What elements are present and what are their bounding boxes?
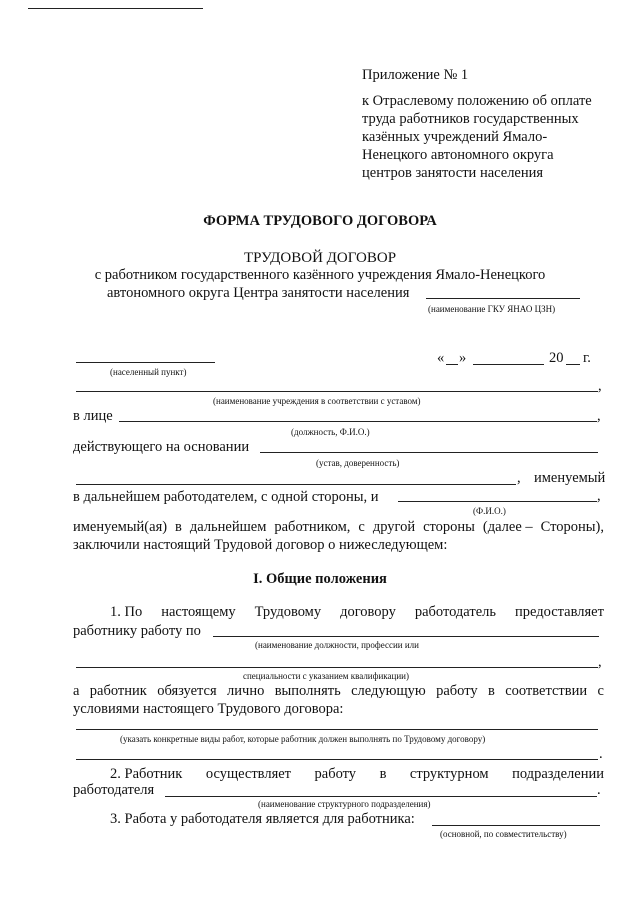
appendix-line-3: казённых учреждений Ямало- [362, 129, 548, 145]
hint-institution: (наименование учреждения в соответствии с уставом) [213, 396, 421, 406]
hint-charter: (устав, доверенность) [316, 458, 400, 468]
form-title: ФОРМА ТРУДОВОГО ДОГОВОРА [203, 213, 437, 229]
concluded-line: заключили настоящий Трудовой договор о нижеследующем: [73, 537, 448, 553]
date-close-quote: » [459, 350, 467, 366]
in-person-comma: , [597, 408, 601, 424]
appendix-line-4: Ненецкого автономного округа [362, 147, 554, 163]
employer-line: в дальнейшем работодателем, с одной стороны, и [73, 489, 379, 505]
p3-line: 3. Работа у работодателя является для работника: [110, 811, 415, 827]
hint-position-prof: (наименование должности, профессии или [255, 640, 419, 650]
named-comma: , [517, 470, 521, 486]
date-month-field[interactable] [473, 364, 544, 365]
works-field-2[interactable] [76, 759, 598, 760]
p1-line-1: 1. По настоящему Трудовому договору работодатель предоставляет [110, 604, 604, 620]
contract-subtitle-1: с работником государственного казённого учреждения Ямало-Ненецкого [94, 267, 546, 283]
works-field[interactable] [76, 729, 598, 730]
hint-place: (населенный пункт) [110, 367, 187, 377]
p2-line-2: работодателя [73, 782, 155, 798]
institution-comma: , [598, 378, 602, 394]
employee-line: именуемый(ая) в дальнейшем работником, с другой стороны (далее – Стороны), [73, 519, 604, 535]
date-year-field[interactable] [566, 364, 580, 365]
hint-fio: (Ф.И.О.) [473, 506, 506, 516]
place-field[interactable] [76, 362, 215, 363]
specialty-comma: , [598, 654, 602, 670]
work-type-field[interactable] [432, 825, 600, 826]
date-day-field[interactable] [446, 364, 458, 365]
charter-field[interactable] [260, 452, 598, 453]
appendix-line-2: труда работников государственных [362, 111, 579, 127]
hint-works: (указать конкретные виды работ, которые работник должен выполнять по Трудовому договору) [120, 734, 486, 744]
hint-main: (основной, по совместительству) [440, 829, 567, 839]
date-year-prefix: 20 [549, 350, 564, 366]
date-year-suffix: г. [583, 350, 591, 366]
acting-basis-label: действующего на основании [73, 439, 250, 455]
employer-comma: , [597, 488, 601, 504]
p1-line-2: работнику работу по [73, 623, 201, 639]
p2-line-1: 2. Работник осуществляет работу в структурном подразделении [110, 766, 604, 782]
appendix-title: Приложение № 1 [362, 67, 469, 83]
named-label: именуемый [534, 470, 606, 486]
job-field[interactable] [213, 636, 599, 637]
contract-title: ТРУДОВОЙ ДОГОВОР [243, 250, 397, 266]
hint-position-fio: (должность, Ф.И.О.) [291, 427, 370, 437]
employee-fio-field[interactable] [398, 501, 597, 502]
specialty-field[interactable] [76, 667, 598, 668]
gku-field[interactable] [426, 298, 580, 299]
date-open-quote: « [437, 350, 445, 366]
hint-specialty: специальности с указанием квалификации) [243, 671, 409, 681]
p1-line-3: а работник обязуется лично выполнять следующую работу в соответствии с [73, 683, 604, 699]
top-rule [28, 8, 203, 9]
p1-line-4: условиями настоящего Трудового договора: [73, 701, 344, 717]
dept-period: . [597, 782, 601, 798]
institution-field[interactable] [76, 391, 598, 392]
position-fio-field[interactable] [119, 421, 597, 422]
contract-subtitle-2: автономного округа Центра занятости населения [107, 285, 410, 301]
section-1-title: I. Общие положения [253, 571, 387, 587]
hint-gku: (наименование ГКУ ЯНАО ЦЗН) [428, 304, 556, 314]
works-period: . [599, 746, 603, 762]
appendix-line-5: центров занятости населения [362, 165, 544, 181]
acting-continuation-field[interactable] [76, 484, 516, 485]
dept-field[interactable] [165, 796, 597, 797]
in-person-label: в лице [73, 408, 113, 424]
hint-dept: (наименование структурного подразделения) [258, 799, 431, 809]
appendix-line-1: к Отраслевому положению об оплате [362, 93, 592, 109]
